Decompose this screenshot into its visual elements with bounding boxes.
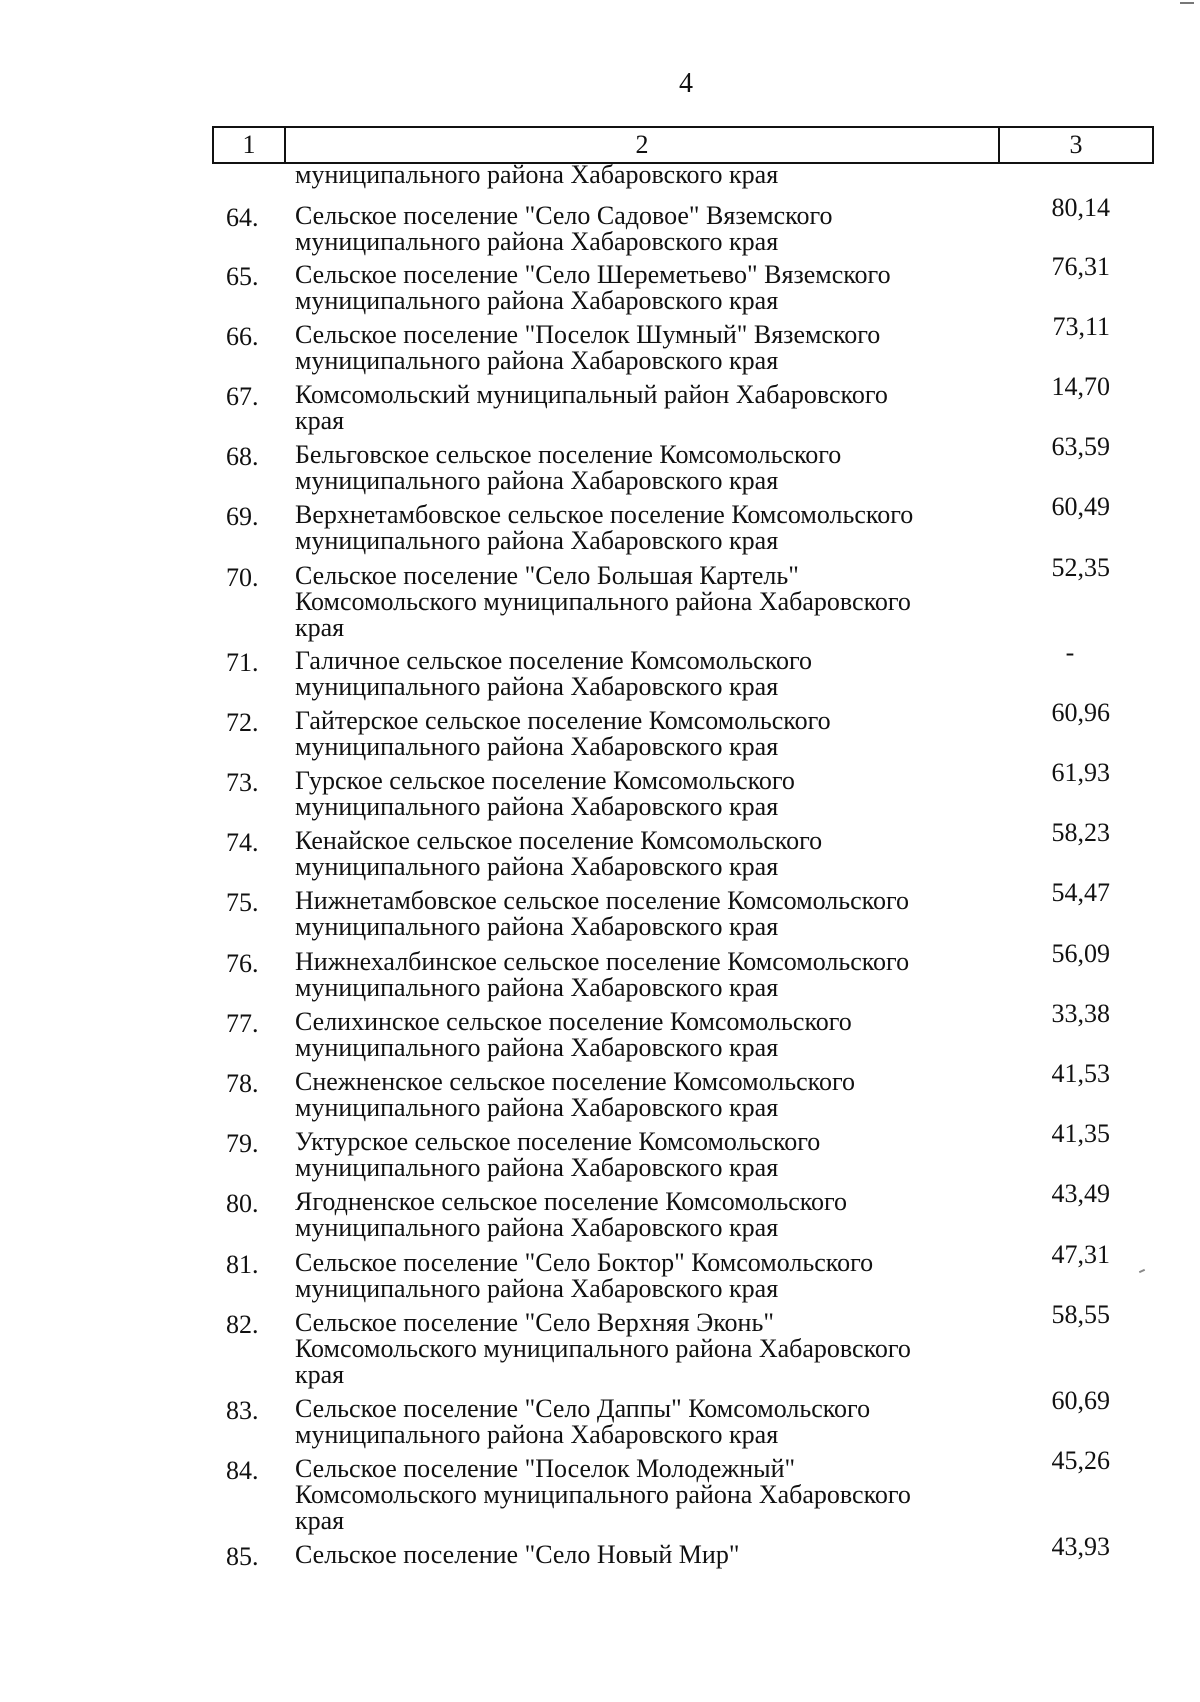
row-name-line: Гурское сельское поселение Комсомольского — [295, 766, 795, 795]
row-name — [295, 563, 995, 641]
row-value: 14,70 — [1051, 372, 1110, 401]
row-name-line: Уктурское сельское поселение Комсомольского — [295, 1127, 821, 1156]
row-value: 60,49 — [1051, 492, 1110, 521]
page-number: 4 — [679, 68, 693, 99]
row-name — [295, 648, 995, 700]
row-number: 65. — [226, 262, 259, 291]
row-name-line: Сельское поселение "Село Садовое" Вяземского — [295, 201, 833, 230]
row-name-line: Сельское поселение "Село Даппы" Комсомольского — [295, 1394, 871, 1423]
row-name-line: муниципального района Хабаровского края — [295, 1153, 779, 1182]
row-name-line: Комсомольского муниципального района Хабаровского — [295, 587, 911, 616]
row-name-line: Сельское поселение "Село Боктор" Комсомольского — [295, 1248, 874, 1277]
row-name-line: муниципального района Хабаровского края — [295, 672, 779, 701]
row-number: 78. — [226, 1069, 259, 1098]
row-value: 56,09 — [1051, 939, 1110, 968]
row-name — [295, 949, 995, 1001]
row-name-line: Селихинское сельское поселение Комсомольского — [295, 1007, 852, 1036]
row-number: 71. — [226, 648, 259, 677]
row-number: 69. — [226, 502, 259, 531]
row-name-line: Нижнехалбинское сельское поселение Комсомольского — [295, 947, 910, 976]
row-name — [295, 1189, 995, 1241]
row-name — [295, 1250, 995, 1302]
row-name-line: Сельское поселение "Село Верхняя Эконь" — [295, 1308, 774, 1337]
row-number: 75. — [226, 888, 259, 917]
row-name-line: муниципального района Хабаровского края — [295, 973, 779, 1002]
row-value: 63,59 — [1051, 432, 1110, 461]
row-number: 70. — [226, 563, 259, 592]
row-name — [295, 322, 995, 374]
row-name-line: муниципального района Хабаровского края — [295, 286, 779, 315]
row-name — [295, 1129, 995, 1181]
row-name-line: муниципального района Хабаровского края — [295, 526, 779, 555]
row-name-line: края — [295, 1360, 345, 1389]
row-name — [295, 442, 995, 494]
row-name — [295, 382, 995, 434]
row-number: 74. — [226, 828, 259, 857]
row-name-line: Комсомольского муниципального района Хабаровского — [295, 1480, 911, 1509]
row-name — [295, 1009, 995, 1061]
row-number: 85. — [226, 1542, 259, 1571]
row-value: 73,11 — [1052, 312, 1110, 341]
continuation-text: муниципального района Хабаровского края — [295, 160, 779, 189]
row-name-line: муниципального района Хабаровского края — [295, 1420, 779, 1449]
row-name — [295, 1542, 995, 1568]
row-name-line: муниципального района Хабаровского края — [295, 732, 779, 761]
row-number: 84. — [226, 1456, 259, 1485]
row-value: - — [1065, 638, 1075, 667]
row-name-line: Нижнетамбовское сельское поселение Комсомольского — [295, 886, 909, 915]
row-number: 79. — [226, 1129, 259, 1158]
row-name — [295, 888, 995, 940]
row-name-line: Снежненское сельское поселение Комсомольского — [295, 1067, 855, 1096]
row-name-line: края — [295, 1506, 345, 1535]
row-value: 41,53 — [1051, 1059, 1110, 1088]
row-name-line: Сельское поселение "Поселок Шумный" Вяземского — [295, 320, 881, 349]
row-number: 81. — [226, 1250, 259, 1279]
row-number: 67. — [226, 382, 259, 411]
row-name — [295, 1396, 995, 1448]
row-name-line: муниципального района Хабаровского края — [295, 1274, 779, 1303]
scan-stray-mark — [1139, 1269, 1145, 1273]
row-name-line: муниципального района Хабаровского края — [295, 1093, 779, 1122]
row-name-line: муниципального района Хабаровского края — [295, 466, 779, 495]
row-value: 43,93 — [1051, 1532, 1110, 1561]
row-name-line: Сельское поселение "Село Большая Картель" — [295, 561, 799, 590]
row-number: 80. — [226, 1189, 259, 1218]
row-number: 83. — [226, 1396, 259, 1425]
row-name-line: муниципального района Хабаровского края — [295, 1213, 779, 1242]
row-value: 33,38 — [1051, 999, 1110, 1028]
table-header-row — [212, 126, 1154, 164]
row-number: 73. — [226, 768, 259, 797]
row-value: 45,26 — [1051, 1446, 1110, 1475]
row-name — [295, 262, 995, 314]
row-name-line: Ягодненское сельское поселение Комсомольского — [295, 1187, 848, 1216]
row-number: 77. — [226, 1009, 259, 1038]
row-name-line: Комсомольский муниципальный район Хабаровского — [295, 380, 888, 409]
row-number: 64. — [226, 203, 259, 232]
row-name-line: Галичное сельское поселение Комсомольского — [295, 646, 813, 675]
row-value: 76,31 — [1051, 252, 1110, 281]
row-name-line: Бельговское сельское поселение Комсомольского — [295, 440, 842, 469]
row-number: 76. — [226, 949, 259, 978]
row-value: 54,47 — [1051, 878, 1110, 907]
row-value: 52,35 — [1051, 553, 1110, 582]
row-name-line: Кенайское сельское поселение Комсомольского — [295, 826, 823, 855]
row-value: 60,69 — [1051, 1386, 1110, 1415]
row-name-line: края — [295, 613, 345, 642]
row-name-line: Гайтерское сельское поселение Комсомольского — [295, 706, 831, 735]
row-name — [295, 708, 995, 760]
row-name-line: муниципального района Хабаровского края — [295, 852, 779, 881]
row-name — [295, 1310, 995, 1388]
row-value: 80,14 — [1051, 193, 1110, 222]
row-name-line: муниципального района Хабаровского края — [295, 346, 779, 375]
row-number: 68. — [226, 442, 259, 471]
row-name-line: муниципального района Хабаровского края — [295, 227, 779, 256]
row-number: 82. — [226, 1310, 259, 1339]
header-col-3: 3 — [1069, 130, 1083, 159]
row-name-line: Комсомольского муниципального района Хабаровского — [295, 1334, 911, 1363]
row-value: 43,49 — [1051, 1179, 1110, 1208]
row-number: 66. — [226, 322, 259, 351]
row-name-line: края — [295, 406, 345, 435]
row-value: 60,96 — [1051, 698, 1110, 727]
header-col-1: 1 — [214, 128, 286, 162]
row-value: 61,93 — [1051, 758, 1110, 787]
row-name — [295, 768, 995, 820]
row-name-line: муниципального района Хабаровского края — [295, 912, 779, 941]
row-number: 72. — [226, 708, 259, 737]
row-name-line: муниципального района Хабаровского края — [295, 792, 779, 821]
scan-edge-mark — [1180, 2, 1194, 4]
row-value: 58,55 — [1051, 1300, 1110, 1329]
row-name-line: Сельское поселение "Село Новый Мир" — [295, 1540, 740, 1569]
row-value: 41,35 — [1051, 1119, 1110, 1148]
row-name — [295, 1456, 995, 1534]
row-name — [295, 203, 995, 255]
row-name — [295, 828, 995, 880]
row-value: 47,31 — [1051, 1240, 1110, 1269]
row-name-line: Сельское поселение "Село Шереметьево" Вяземского — [295, 260, 891, 289]
row-name — [295, 1069, 995, 1121]
row-name-line: Сельское поселение "Поселок Молодежный" — [295, 1454, 796, 1483]
header-col-2: 2 — [286, 128, 1000, 162]
row-name-line: Верхнетамбовское сельское поселение Комсомольского — [295, 500, 914, 529]
row-value: 58,23 — [1051, 818, 1110, 847]
row-name — [295, 502, 995, 554]
row-name-line: муниципального района Хабаровского края — [295, 1033, 779, 1062]
